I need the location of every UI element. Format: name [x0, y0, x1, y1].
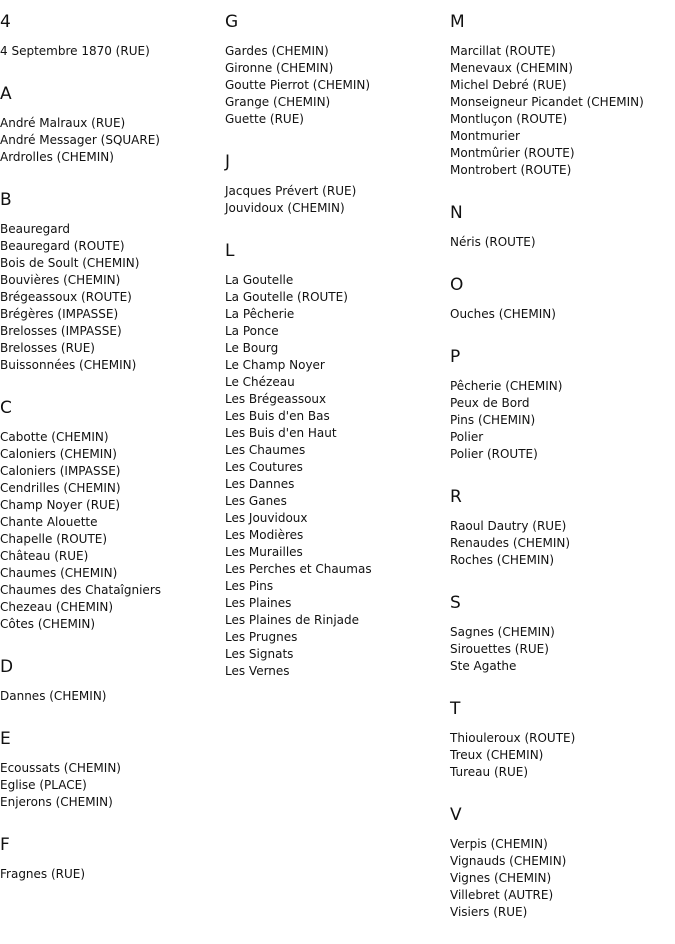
street-entry: Champ Noyer (RUE)	[0, 498, 121, 512]
letter-section	[450, 592, 675, 675]
letter-section	[450, 11, 675, 179]
street-entry: Beauregard (ROUTE)	[0, 239, 125, 253]
street-entry: Gironne (CHEMIN)	[225, 61, 334, 75]
street-entry: Pins (CHEMIN)	[450, 413, 536, 427]
section-letter: R	[450, 487, 462, 507]
letter-section	[225, 240, 450, 680]
street-entry: Montmûrier (ROUTE)	[450, 146, 575, 160]
letter-section	[450, 698, 675, 781]
letter-section	[0, 656, 225, 705]
street-entry: Les Buis d'en Bas	[225, 409, 330, 423]
street-entry: Brégeassoux (ROUTE)	[0, 290, 132, 304]
street-entry: Roches (CHEMIN)	[450, 553, 555, 567]
street-entry: La Pêcherie	[225, 307, 295, 321]
street-entry: Les Vernes	[225, 664, 290, 678]
street-entry: Chante Alouette	[0, 515, 98, 529]
index-column	[225, 11, 450, 703]
street-entry: Enjerons (CHEMIN)	[0, 795, 113, 809]
street-entry: Le Chézeau	[225, 375, 295, 389]
letter-section	[450, 804, 675, 921]
section-letter: E	[0, 729, 11, 749]
street-entry: Verpis (CHEMIN)	[450, 837, 548, 851]
street-entry: Côtes (CHEMIN)	[0, 617, 96, 631]
street-entry: Les Chaumes	[225, 443, 306, 457]
street-entry: André Malraux (RUE)	[0, 116, 126, 130]
street-entry: Vignes (CHEMIN)	[450, 871, 552, 885]
street-entry: Bois de Soult (CHEMIN)	[0, 256, 140, 270]
street-entry: 4 Septembre 1870 (RUE)	[0, 44, 150, 58]
street-entry: Cendrilles (CHEMIN)	[0, 481, 121, 495]
street-entry: Néris (ROUTE)	[450, 235, 536, 249]
street-entry: Treux (CHEMIN)	[450, 748, 544, 762]
section-letter: M	[450, 12, 465, 32]
street-entry: Eglise (PLACE)	[0, 778, 87, 792]
street-entry: Caloniers (CHEMIN)	[0, 447, 117, 461]
street-entry: Michel Debré (RUE)	[450, 78, 567, 92]
section-letter: S	[450, 593, 461, 613]
street-entry: Les Perches et Chaumas	[225, 562, 372, 576]
section-letter: P	[450, 347, 461, 367]
street-entry: La Ponce	[225, 324, 279, 338]
letter-section	[0, 397, 225, 633]
street-entry: Ouches (CHEMIN)	[450, 307, 556, 321]
street-entry: Les Plaines de Rinjade	[225, 613, 360, 627]
street-entry: Jouvidoux (CHEMIN)	[225, 201, 345, 215]
street-entry: Tureau (RUE)	[450, 765, 529, 779]
street-entry: Pêcherie (CHEMIN)	[450, 379, 563, 393]
section-letter: N	[450, 203, 463, 223]
letter-section	[0, 11, 225, 60]
street-entry: Montluçon (ROUTE)	[450, 112, 568, 126]
street-entry: Vignauds (CHEMIN)	[450, 854, 567, 868]
street-entry: Ecoussats (CHEMIN)	[0, 761, 121, 775]
street-entry: Visiers (RUE)	[450, 905, 528, 919]
street-entry: Les Coutures	[225, 460, 303, 474]
street-entry: Château (RUE)	[0, 549, 89, 563]
street-entry: Ardrolles (CHEMIN)	[0, 150, 114, 164]
letter-section	[0, 834, 225, 883]
section-letter: J	[225, 152, 231, 172]
street-entry: Le Champ Noyer	[225, 358, 325, 372]
street-entry: Villebret (AUTRE)	[450, 888, 554, 902]
street-entry: Bouvières (CHEMIN)	[0, 273, 121, 287]
street-entry: André Messager (SQUARE)	[0, 133, 160, 147]
section-letter: F	[0, 835, 10, 855]
street-entry: Guette (RUE)	[225, 112, 304, 126]
letter-section	[450, 202, 675, 251]
street-entry: Polier (ROUTE)	[450, 447, 538, 461]
section-letter: 4	[0, 12, 11, 32]
section-letter: A	[0, 84, 12, 104]
letter-section	[225, 11, 450, 128]
street-entry: Raoul Dautry (RUE)	[450, 519, 567, 533]
street-entry: Caloniers (IMPASSE)	[0, 464, 121, 478]
street-entry: Les Signats	[225, 647, 294, 661]
section-letter: L	[225, 241, 235, 261]
street-entry: Jacques Prévert (RUE)	[225, 184, 357, 198]
street-entry: Beauregard	[0, 222, 70, 236]
street-entry: Brelosses (RUE)	[0, 341, 95, 355]
section-letter: C	[0, 398, 12, 418]
street-entry: Les Dannes	[225, 477, 295, 491]
letter-section	[450, 486, 675, 569]
street-entry: Les Murailles	[225, 545, 303, 559]
street-entry: Les Pins	[225, 579, 274, 593]
street-entry: Montmurier	[450, 129, 520, 143]
street-entry: Chaumes (CHEMIN)	[0, 566, 118, 580]
street-entry: Ste Agathe	[450, 659, 517, 673]
street-entry: Les Plaines	[225, 596, 292, 610]
index-column	[0, 11, 225, 906]
street-entry: Les Buis d'en Haut	[225, 426, 337, 440]
street-entry: Brégères (IMPASSE)	[0, 307, 119, 321]
street-entry: Gardes (CHEMIN)	[225, 44, 329, 58]
street-entry: Grange (CHEMIN)	[225, 95, 331, 109]
section-letter: G	[225, 12, 239, 32]
street-entry: Chaumes des Chataîgniers	[0, 583, 162, 597]
street-entry: La Goutelle (ROUTE)	[225, 290, 348, 304]
section-letter: V	[450, 805, 462, 825]
street-entry: Thiouleroux (ROUTE)	[450, 731, 576, 745]
street-entry: Renaudes (CHEMIN)	[450, 536, 571, 550]
letter-section	[450, 346, 675, 463]
street-entry: Marcillat (ROUTE)	[450, 44, 556, 58]
street-entry: La Goutelle	[225, 273, 294, 287]
street-entry: Les Prugnes	[225, 630, 298, 644]
street-entry: Les Modières	[225, 528, 304, 542]
street-entry: Peux de Bord	[450, 396, 530, 410]
street-entry: Chezeau (CHEMIN)	[0, 600, 114, 614]
street-entry: Montrobert (ROUTE)	[450, 163, 572, 177]
letter-section	[0, 189, 225, 374]
street-entry: Monseigneur Picandet (CHEMIN)	[450, 95, 644, 109]
street-entry: Les Jouvidoux	[225, 511, 308, 525]
section-letter: D	[0, 657, 14, 677]
street-entry: Goutte Pierrot (CHEMIN)	[225, 78, 371, 92]
street-entry: Le Bourg	[225, 341, 279, 355]
street-entry: Les Ganes	[225, 494, 287, 508]
section-letter: O	[450, 275, 464, 295]
letter-section	[225, 151, 450, 217]
street-entry: Les Brégeassoux	[225, 392, 327, 406]
street-entry: Sirouettes (RUE)	[450, 642, 549, 656]
street-entry: Fragnes (RUE)	[0, 867, 86, 881]
street-entry: Sagnes (CHEMIN)	[450, 625, 555, 639]
index-column	[450, 11, 675, 944]
section-letter: T	[450, 699, 461, 719]
street-entry: Menevaux (CHEMIN)	[450, 61, 573, 75]
letter-section	[450, 274, 675, 323]
street-entry: Chapelle (ROUTE)	[0, 532, 108, 546]
street-entry: Polier	[450, 430, 484, 444]
street-entry: Cabotte (CHEMIN)	[0, 430, 109, 444]
street-entry: Dannes (CHEMIN)	[0, 689, 107, 703]
letter-section	[0, 728, 225, 811]
letter-section	[0, 83, 225, 166]
section-letter: B	[0, 190, 12, 210]
street-entry: Brelosses (IMPASSE)	[0, 324, 122, 338]
street-entry: Buissonnées (CHEMIN)	[0, 358, 137, 372]
